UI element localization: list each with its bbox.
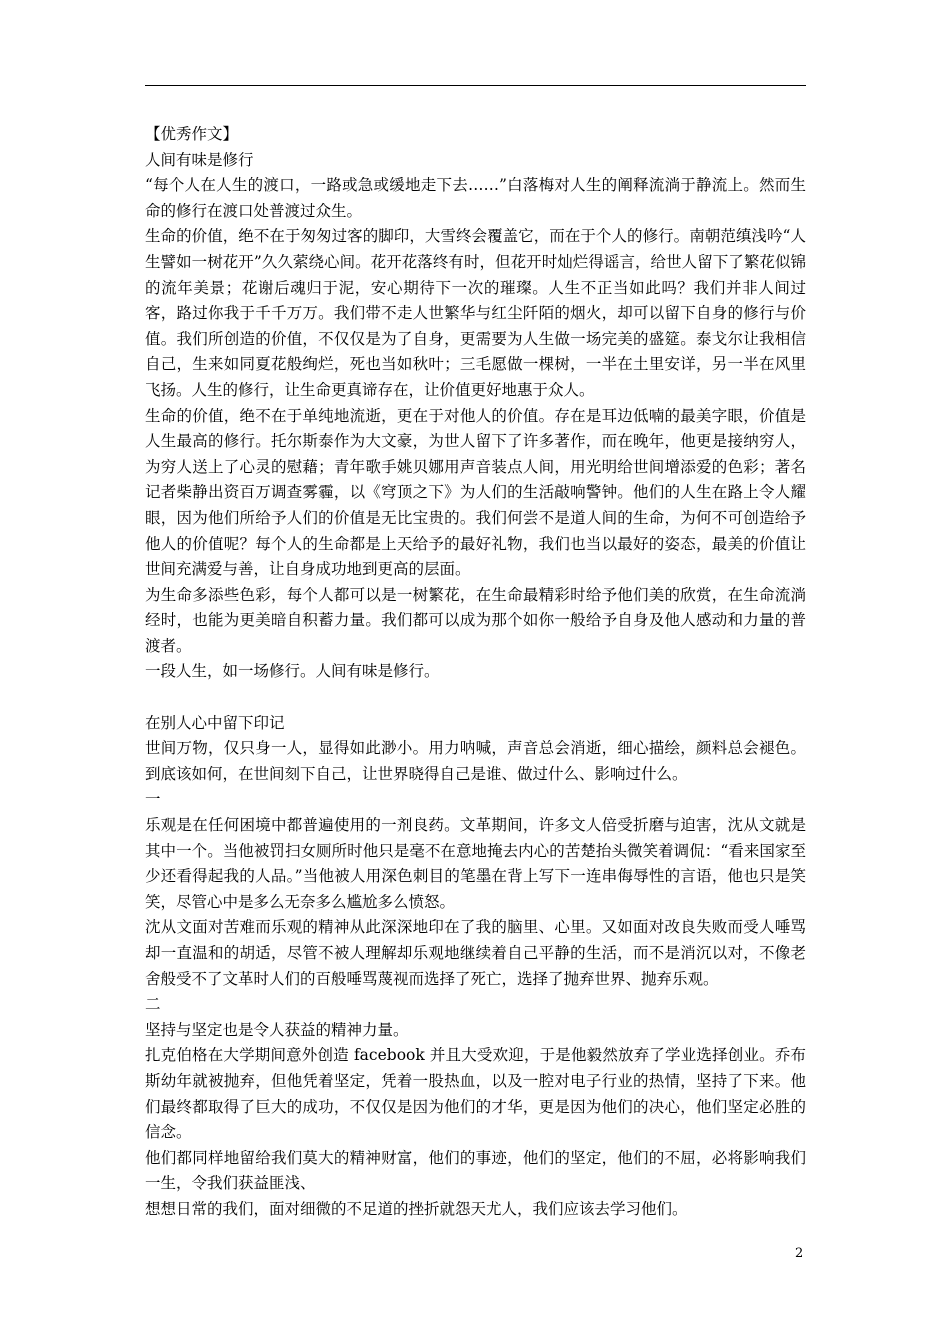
header-rule xyxy=(145,85,806,86)
body-paragraph: 坚持与坚定也是令人获益的精神力量。 xyxy=(145,1020,409,1039)
essay-title: 在别人心中留下印记 xyxy=(145,713,285,732)
body-paragraph: 他们都同样地留给我们莫大的精神财富，他们的事迹，他们的坚定，他们的不屈，必将影响我们一生，令我们获益匪浅、 xyxy=(145,1148,806,1193)
essay-title: 人间有味是修行 xyxy=(145,150,254,169)
body-paragraph: 生命的价值，绝不在于单纯地流逝，更在于对他人的价值。存在是耳边低喃的最美字眼，价值是人生最高的修行。托尔斯泰作为大文豪，为世人留下了许多著作，而在晚年，他更是接纳穷人，为穷人送上了心灵的慰藉；青年歌手姚贝娜用声音装点人间，用光明给世间增添爱的色彩；著名记者柴静出资百万调查雾霾，以《穹顶之下》为人们的生活敲响警钟。他们的人生在路上令人耀眼，因为他们所给予人们的价值是无比宝贵的。我们何尝不是道人间的生命，为何不可创造给予他人的价值呢？每个人的生命都是上天给予的最好礼物，我们也当以最好的姿态，最美的价值让世间充满爱与善，让自身成功地到更高的层面。 xyxy=(145,406,806,579)
body-paragraph: 一段人生，如一场修行。人间有味是修行。 xyxy=(145,662,440,681)
body-paragraph: “每个人在人生的渡口，一路或急或缓地走下去……”白落梅对人生的阐释流淌于静流上。然而生命的修行在渡口处普渡过众生。 xyxy=(145,176,806,220)
blank-line xyxy=(145,685,806,711)
body-paragraph: 生命的价值，绝不在于匆匆过客的脚印，大雪终会覆盖它，而在于个人的修行。南朝范缜浅吟“人生譬如一树花开”久久萦绕心间。花开花落终有时，但花开时灿烂得谣言，给世人留下了繁花似锦的流年美景；花谢后魂归于泥，安心期待下一次的璀璨。人生不正当如此吗？我们并非人间过客，路过你我于千千万万。我们带不走人世繁华与红尘阡陌的烟火，却可以留下自身的修行与价值。我们所创造的价值，不仅仅是为了自身，更需要为人生做一场完美的盛筵。泰戈尔让我相信自己，生来如同夏花般绚烂，死也当如秋叶；三毛愿做一棵树，一半在土里安详，另一半在风里飞扬。人生的修行，让生命更真谛存在，让价值更好地惠于众人。 xyxy=(145,227,806,399)
body-paragraph: 沈从文面对苦难而乐观的精神从此深深地印在了我的脑里、心里。又如面对改良失败而受人唾骂却一直温和的胡适，尽管不被人理解却乐观地继续着自己平静的生活，而不是消沉以对，不像老舍般受不了文革时人们的百般唾骂蔑视而选择了死亡，选择了抛弃世界、抛弃乐观。 xyxy=(145,918,806,988)
body-paragraph: 扎克伯格在大学期间意外创造 facebook 并且大受欢迎，于是他毅然放弃了学业选择创业。乔布斯幼年就被抛弃，但他凭着坚定，凭着一股热血，以及一腔对电子行业的热情，坚持了下来。他们最终都取得了巨大的成功，不仅仅是因为他们的才华，更是因为他们的决心，他们坚定必胜的信念。 xyxy=(145,1046,806,1142)
body-paragraph: 为生命多添些色彩，每个人都可以是一树繁花，在生命最精彩时给予他们美的欣赏，在生命流淌经时，也能为更美暗自积蓄力量。我们都可以成为那个如你一般给予自身及他人感动和力量的普渡者。 xyxy=(145,585,806,655)
section-number: 二 xyxy=(145,995,161,1014)
body-paragraph: 乐观是在任何困境中都普遍使用的一剂良药。文革期间，许多文人倍受折磨与迫害，沈从文就是其中一个。当他被罚扫女厕所时他只是毫不在意地掩去内心的苦楚抬头微笑着调侃：“看来国家至少还看得起我的人品。”当他被人用深色刺目的笔墨在背上写下一连串侮辱性的言语，他也只是笑笑，尽管心中是多么无奈多么尴尬多么愤怒。 xyxy=(145,816,806,911)
body-paragraph: 想想日常的我们，面对细微的不足道的挫折就怨天尤人，我们应该去学习他们。 xyxy=(145,1199,688,1218)
page-number: 2 xyxy=(795,1246,804,1261)
section-label: 【优秀作文】 xyxy=(145,125,239,143)
document-body xyxy=(145,122,806,1223)
section-number: 一 xyxy=(145,790,161,809)
body-paragraph: 世间万物，仅只身一人，显得如此渺小。用力呐喊，声音总会消逝，细心描绘，颜料总会褪色。到底该如何，在世间刻下自己，让世界晓得自己是谁、做过什么、影响过什么。 xyxy=(145,739,806,783)
